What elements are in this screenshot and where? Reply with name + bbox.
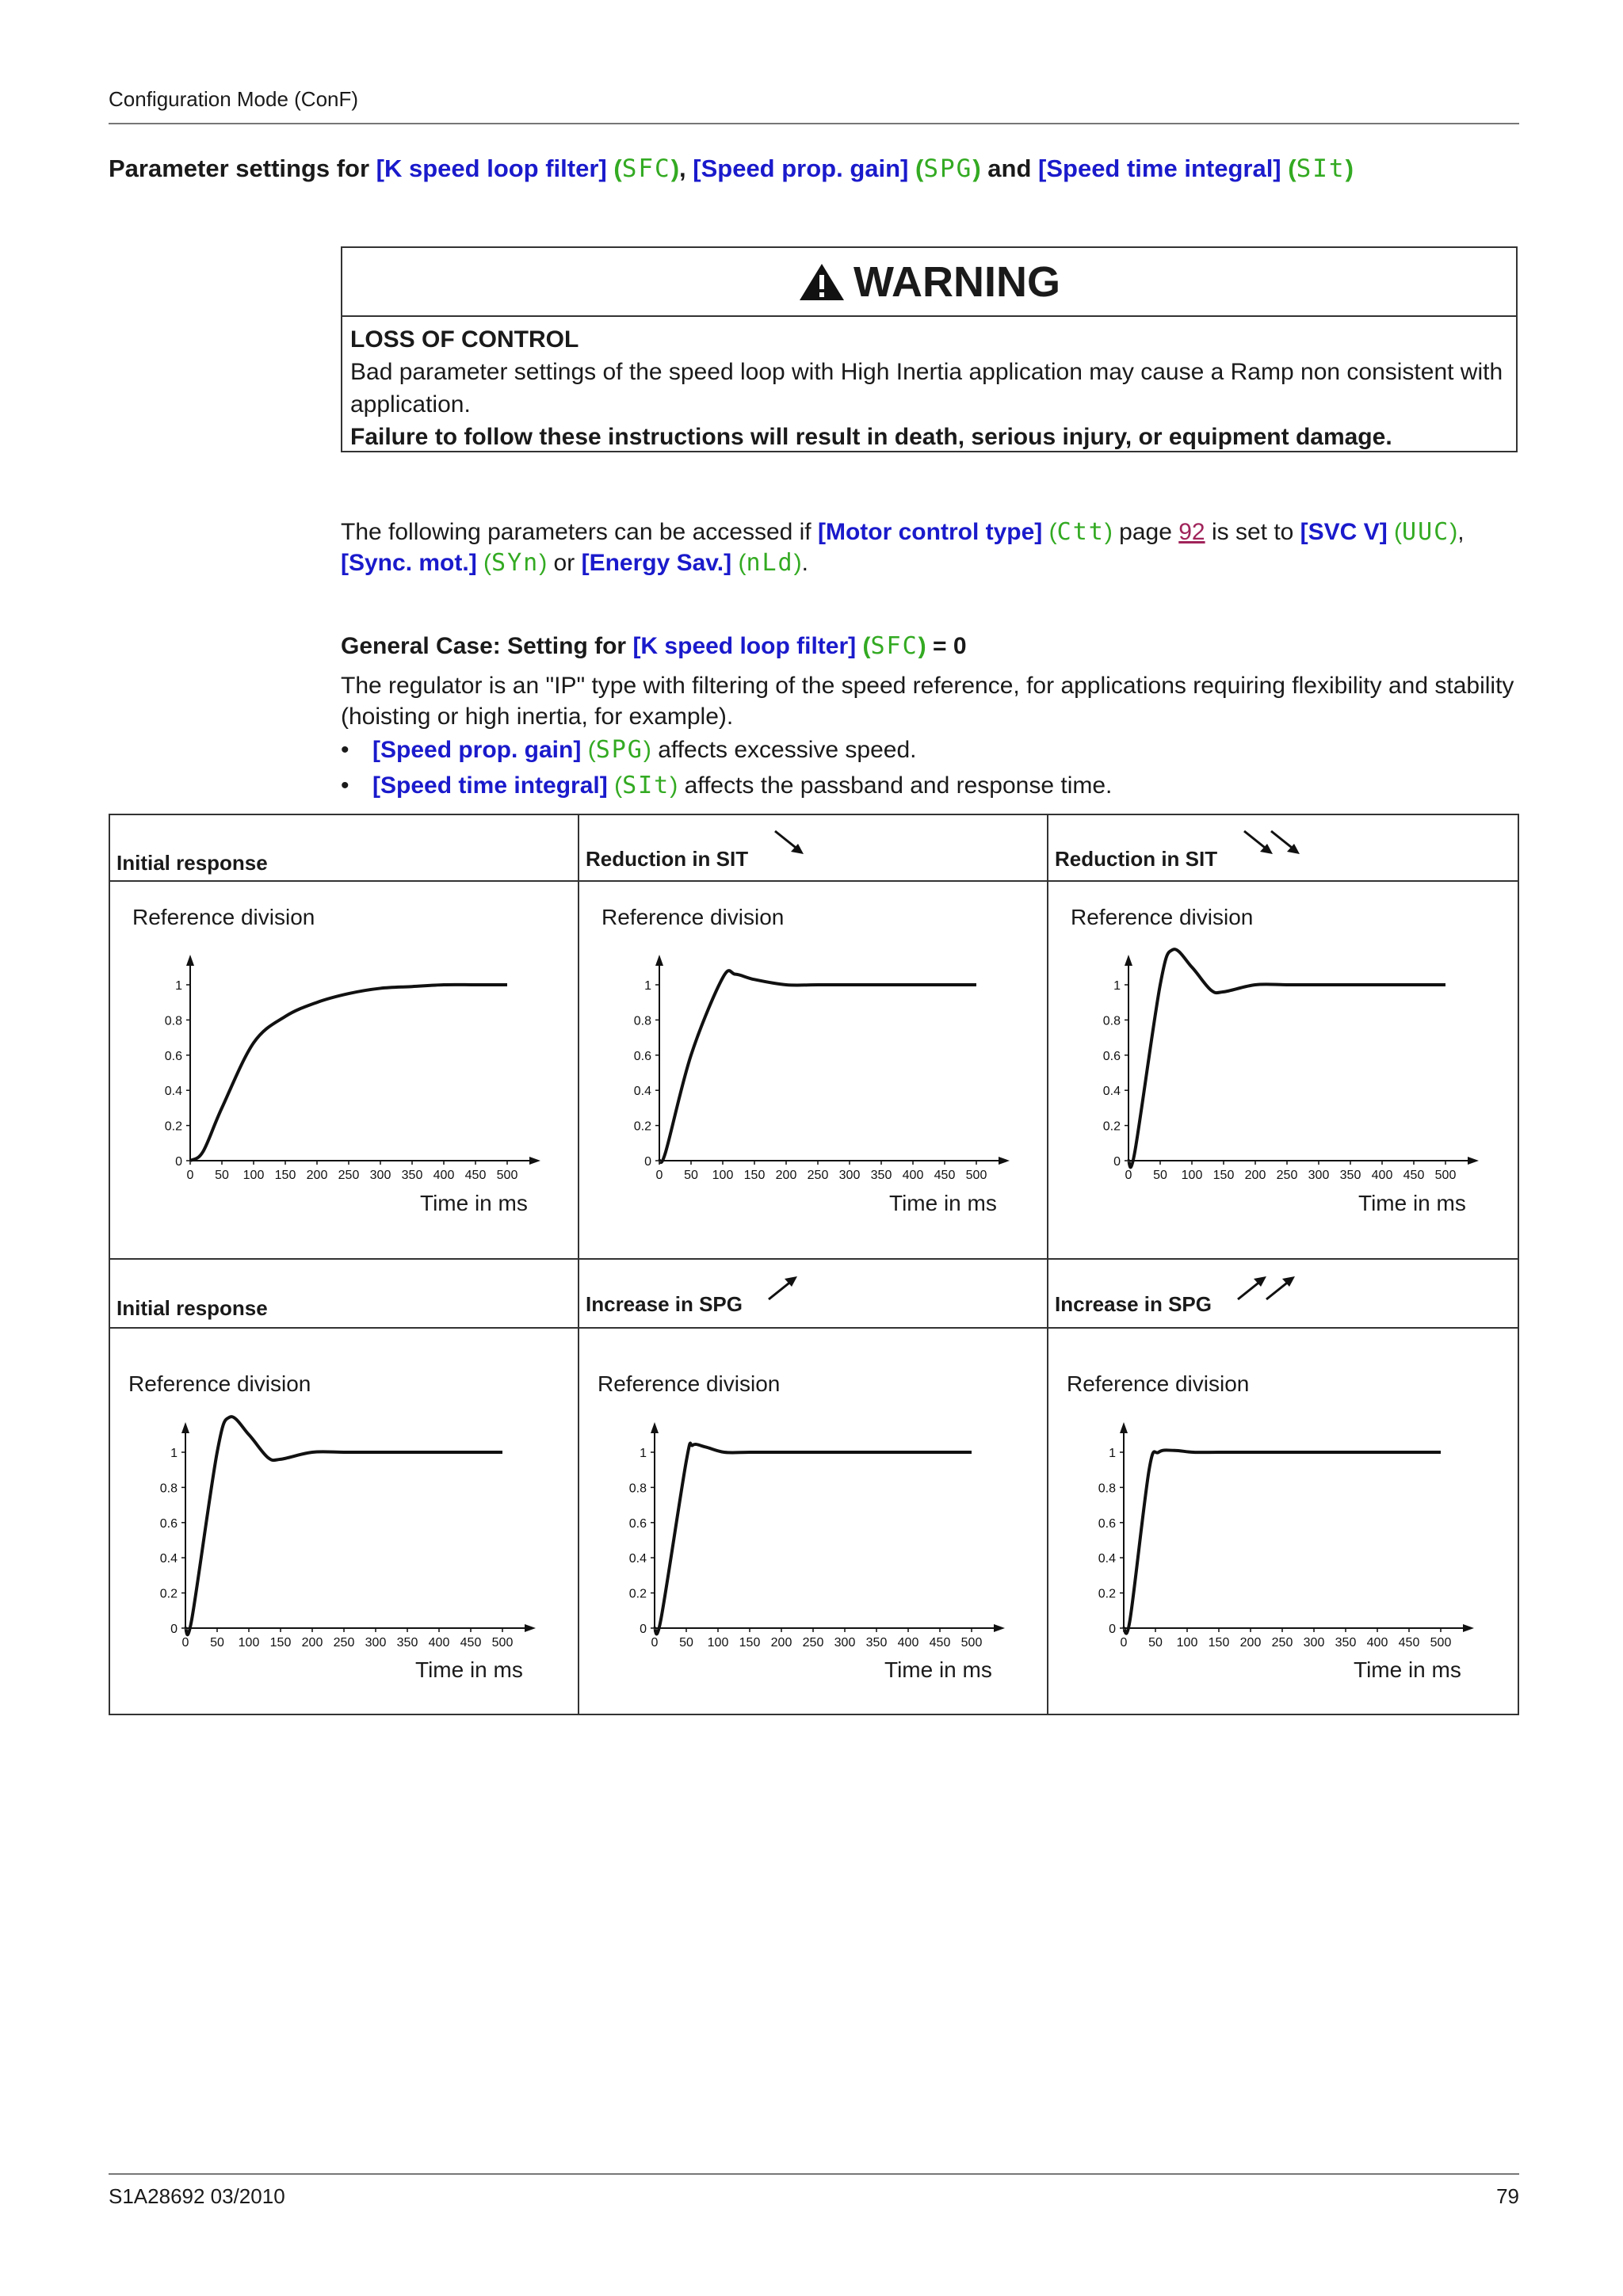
y-tick-label: 1 <box>640 1447 647 1460</box>
response-curve <box>655 1443 972 1634</box>
x-tick-label: 400 <box>428 1636 450 1650</box>
grid-divider <box>1047 814 1048 1715</box>
x-tick-label: 0 <box>655 1169 663 1182</box>
x-tick-label: 500 <box>496 1169 518 1182</box>
x-tick-label: 100 <box>712 1169 734 1182</box>
x-tick-label: 300 <box>1303 1636 1325 1650</box>
param-speed-prop-gain-2: [Speed prop. gain] <box>372 737 582 763</box>
y-tick-label: 0.4 <box>164 1085 182 1099</box>
y-tick-label: 0.2 <box>1098 1587 1116 1601</box>
cell-title: Reduction in SIT <box>586 847 749 871</box>
x-tick-label: 150 <box>1212 1169 1235 1182</box>
code-sit: SIt <box>1296 154 1346 183</box>
grid-divider <box>109 1327 1519 1329</box>
x-axis-arrow <box>525 1624 536 1632</box>
x-tick-label: 150 <box>739 1636 761 1650</box>
x-tick-label: 250 <box>802 1636 824 1650</box>
y-tick-label: 0 <box>175 1155 182 1169</box>
x-tick-label: 200 <box>1244 1169 1266 1182</box>
y-tick-label: 0.4 <box>1102 1085 1121 1099</box>
x-tick-label: 200 <box>301 1636 323 1650</box>
warning-consequence: Failure to follow these instructions will result in death, serious injury, or equipment damage. <box>350 424 1392 450</box>
x-tick-label: 400 <box>897 1636 919 1650</box>
code-ctt: Ctt <box>1056 518 1105 546</box>
param-speed-time-integral-2: [Speed time integral] <box>372 772 608 799</box>
response-chart <box>138 1414 550 1660</box>
chart-title: Reference division <box>601 905 785 929</box>
y-tick-label: 0.4 <box>633 1085 651 1099</box>
x-tick-label: 150 <box>743 1169 766 1182</box>
x-tick-label: 250 <box>1271 1636 1293 1650</box>
chart-title: Reference division <box>1071 905 1254 929</box>
x-tick-label: 400 <box>433 1169 455 1182</box>
warning-body: Bad parameter settings of the speed loop with High Inertia application may cause a Ramp non consistent with application. <box>350 359 1503 418</box>
x-tick-label: 50 <box>210 1636 224 1650</box>
y-tick-label: 0.6 <box>1098 1516 1116 1531</box>
y-tick-label: 0.8 <box>159 1482 178 1496</box>
y-tick-label: 0.8 <box>628 1482 647 1496</box>
x-tick-label: 500 <box>960 1636 983 1650</box>
y-tick-label: 0.4 <box>628 1552 647 1566</box>
y-tick-label: 0 <box>644 1155 651 1169</box>
x-tick-label: 400 <box>1371 1169 1393 1182</box>
grid-divider <box>578 814 579 1715</box>
response-curve <box>1128 949 1445 1167</box>
cell-title: Initial response <box>116 851 268 875</box>
x-tick-label: 0 <box>186 1169 194 1182</box>
x-tick-label: 100 <box>1181 1169 1203 1182</box>
warning-triangle-icon <box>798 262 846 302</box>
y-tick-label: 0.2 <box>628 1587 647 1601</box>
y-tick-label: 0.6 <box>159 1516 178 1531</box>
title-sep: , <box>679 154 693 182</box>
y-tick-label: 1 <box>170 1447 178 1460</box>
x-tick-label: 50 <box>679 1636 693 1650</box>
x-tick-label: 200 <box>306 1169 328 1182</box>
code-sfc-2: SFC <box>870 632 918 660</box>
y-tick-label: 1 <box>1109 1447 1116 1460</box>
response-curve <box>185 1417 502 1634</box>
header-rule <box>109 123 1519 124</box>
y-tick-label: 0.4 <box>1098 1552 1116 1566</box>
code-sit-2: SIt <box>622 772 670 799</box>
cell-title: Initial response <box>116 1296 268 1320</box>
param-sync-mot: [Sync. mot.] <box>341 550 477 576</box>
x-tick-label: 500 <box>491 1636 514 1650</box>
general-case-heading: General Case: Setting for [K speed loop filter] (SFC) = 0 <box>341 632 967 660</box>
response-chart <box>143 947 555 1192</box>
param-motor-control-type: [Motor control type] <box>817 519 1043 545</box>
bullet-sit: • [Speed time integral] (SIt) affects the passband and response time. <box>341 772 1113 799</box>
y-axis-arrow <box>181 1422 189 1433</box>
y-tick-label: 0.6 <box>1102 1049 1121 1063</box>
page-link[interactable]: 92 <box>1178 519 1205 545</box>
response-chart <box>607 1414 1019 1660</box>
y-tick-label: 0.2 <box>1102 1119 1121 1134</box>
chart-title: Reference division <box>598 1371 781 1396</box>
code-sfc: SFC <box>621 154 671 183</box>
x-tick-label: 0 <box>1120 1636 1128 1650</box>
x-axis-arrow <box>1463 1624 1474 1632</box>
code-syn: SYn <box>491 549 540 577</box>
arrow-up-right-icon <box>1263 1274 1298 1302</box>
param-speed-prop-gain: [Speed prop. gain] <box>693 154 909 182</box>
y-tick-label: 0.2 <box>164 1119 182 1134</box>
intro-paragraph: The following parameters can be accessed if [Motor control type] (Ctt) page 92 is set to [SVC V] (UUC), [Sync. mot.] (SYn) or [Energy Sav.] (nLd). <box>341 518 1465 577</box>
x-tick-label: 100 <box>238 1636 260 1650</box>
param-k-speed-loop-filter: [K speed loop filter] <box>376 154 607 182</box>
x-tick-label: 300 <box>838 1169 861 1182</box>
x-tick-label: 50 <box>1148 1636 1163 1650</box>
warning-subtitle: LOSS OF CONTROL <box>350 326 579 353</box>
x-tick-label: 50 <box>1153 1169 1167 1182</box>
y-tick-label: 1 <box>1113 979 1121 993</box>
x-axis-arrow <box>529 1157 540 1165</box>
arrow-up-right-icon <box>766 1274 800 1302</box>
x-axis-label: Time in ms <box>420 1191 528 1215</box>
code-nld: nLd <box>746 549 794 577</box>
x-tick-label: 450 <box>1403 1169 1425 1182</box>
x-tick-label: 250 <box>807 1169 829 1182</box>
y-tick-label: 0.8 <box>1098 1482 1116 1496</box>
x-tick-label: 500 <box>965 1169 987 1182</box>
y-axis-arrow <box>651 1422 659 1433</box>
x-tick-label: 100 <box>1176 1636 1198 1650</box>
general-case-description: The regulator is an "IP" type with filtering of the speed reference, for applications requiring flexibility and stability (hoisting or high inertia, for example). <box>341 673 1514 730</box>
y-axis-arrow <box>1125 955 1132 966</box>
param-k-speed-loop-filter-2: [K speed loop filter] <box>632 633 857 659</box>
footer-rule <box>109 2173 1519 2175</box>
x-axis-arrow <box>1468 1157 1479 1165</box>
param-energy-sav: [Energy Sav.] <box>581 550 732 576</box>
x-tick-label: 450 <box>934 1169 956 1182</box>
x-axis-label: Time in ms <box>1358 1191 1466 1215</box>
x-tick-label: 250 <box>338 1169 360 1182</box>
y-tick-label: 0.8 <box>1102 1014 1121 1028</box>
y-tick-label: 0 <box>170 1623 178 1636</box>
x-tick-label: 350 <box>1335 1636 1357 1650</box>
x-tick-label: 350 <box>401 1169 423 1182</box>
y-tick-label: 0 <box>1109 1623 1116 1636</box>
x-tick-label: 300 <box>365 1636 387 1650</box>
y-tick-label: 0 <box>640 1623 647 1636</box>
section-header: Configuration Mode (ConF) <box>109 87 359 111</box>
x-tick-label: 100 <box>242 1169 265 1182</box>
x-tick-label: 50 <box>684 1169 698 1182</box>
x-tick-label: 0 <box>181 1636 189 1650</box>
x-tick-label: 100 <box>707 1636 729 1650</box>
x-tick-label: 250 <box>333 1636 355 1650</box>
code-uuc: UUC <box>1402 518 1450 546</box>
x-tick-label: 350 <box>396 1636 418 1650</box>
x-tick-label: 450 <box>929 1636 951 1650</box>
grid-divider <box>109 880 1519 882</box>
y-axis-arrow <box>1120 1422 1128 1433</box>
x-tick-label: 300 <box>834 1636 856 1650</box>
title-prefix: Parameter settings for <box>109 154 376 182</box>
page-title: Parameter settings for [K speed loop filter] (SFC), [Speed prop. gain] (SPG) and [Speed time integral] (SIt) <box>109 154 1354 183</box>
y-axis-arrow <box>655 955 663 966</box>
x-tick-label: 0 <box>651 1636 659 1650</box>
param-speed-time-integral: [Speed time integral] <box>1038 154 1281 182</box>
param-svc-v: [SVC V] <box>1300 519 1388 545</box>
chart-title: Reference division <box>128 1371 311 1396</box>
x-tick-label: 400 <box>1366 1636 1388 1650</box>
response-curve <box>190 985 507 1161</box>
y-tick-label: 0.2 <box>159 1587 178 1601</box>
x-tick-label: 300 <box>1308 1169 1330 1182</box>
x-tick-label: 200 <box>770 1636 792 1650</box>
x-tick-label: 200 <box>1239 1636 1262 1650</box>
x-tick-label: 250 <box>1276 1169 1298 1182</box>
arrow-down-right-icon <box>772 828 807 856</box>
y-tick-label: 0.6 <box>633 1049 651 1063</box>
cell-title: Increase in SPG <box>586 1292 743 1316</box>
x-axis-arrow <box>994 1624 1005 1632</box>
y-axis-arrow <box>186 955 194 966</box>
y-tick-label: 0 <box>1113 1155 1121 1169</box>
code-spg: SPG <box>923 154 973 183</box>
arrow-down-right-icon <box>1268 828 1303 856</box>
x-tick-label: 500 <box>1434 1169 1457 1182</box>
x-tick-label: 450 <box>464 1169 487 1182</box>
x-axis-label: Time in ms <box>889 1191 997 1215</box>
x-tick-label: 400 <box>902 1169 924 1182</box>
x-axis-label: Time in ms <box>1354 1657 1461 1682</box>
x-tick-label: 150 <box>274 1169 296 1182</box>
x-tick-label: 200 <box>775 1169 797 1182</box>
response-chart <box>612 947 1024 1192</box>
warning-header <box>342 248 1516 317</box>
warning-box <box>341 246 1518 452</box>
x-tick-label: 0 <box>1125 1169 1132 1182</box>
x-tick-label: 50 <box>215 1169 229 1182</box>
x-tick-label: 150 <box>1208 1636 1230 1650</box>
response-curve <box>1124 1450 1441 1633</box>
y-tick-label: 1 <box>175 979 182 993</box>
footer-doc-id: S1A28692 03/2010 <box>109 2184 285 2208</box>
x-tick-label: 300 <box>369 1169 391 1182</box>
x-tick-label: 350 <box>1339 1169 1361 1182</box>
footer-page-number: 79 <box>1496 2184 1519 2208</box>
y-tick-label: 0.2 <box>633 1119 651 1134</box>
x-axis-arrow <box>999 1157 1010 1165</box>
x-axis-label: Time in ms <box>415 1657 523 1682</box>
x-axis-label: Time in ms <box>884 1657 992 1682</box>
title-and: and <box>980 154 1039 182</box>
cell-title: Reduction in SIT <box>1055 847 1218 871</box>
x-tick-label: 350 <box>870 1169 892 1182</box>
y-tick-label: 0.6 <box>628 1516 647 1531</box>
response-curve <box>659 971 976 1162</box>
x-tick-label: 500 <box>1430 1636 1452 1650</box>
y-tick-label: 0.8 <box>633 1014 651 1028</box>
code-spg-2: SPG <box>595 736 643 764</box>
chart-title: Reference division <box>132 905 315 929</box>
grid-divider <box>109 1258 1519 1260</box>
y-tick-label: 0.8 <box>164 1014 182 1028</box>
bullet-spg: • [Speed prop. gain] (SPG) affects excessive speed. <box>341 736 917 764</box>
x-tick-label: 150 <box>269 1636 292 1650</box>
x-tick-label: 450 <box>460 1636 482 1650</box>
y-tick-label: 0.6 <box>164 1049 182 1063</box>
response-chart <box>1081 947 1493 1192</box>
warning-heading: WARNING <box>854 257 1060 306</box>
y-tick-label: 0.4 <box>159 1552 178 1566</box>
x-tick-label: 450 <box>1398 1636 1420 1650</box>
cell-title: Increase in SPG <box>1055 1292 1212 1316</box>
x-tick-label: 350 <box>865 1636 888 1650</box>
y-tick-label: 1 <box>644 979 651 993</box>
chart-title: Reference division <box>1067 1371 1250 1396</box>
response-chart <box>1076 1414 1488 1660</box>
